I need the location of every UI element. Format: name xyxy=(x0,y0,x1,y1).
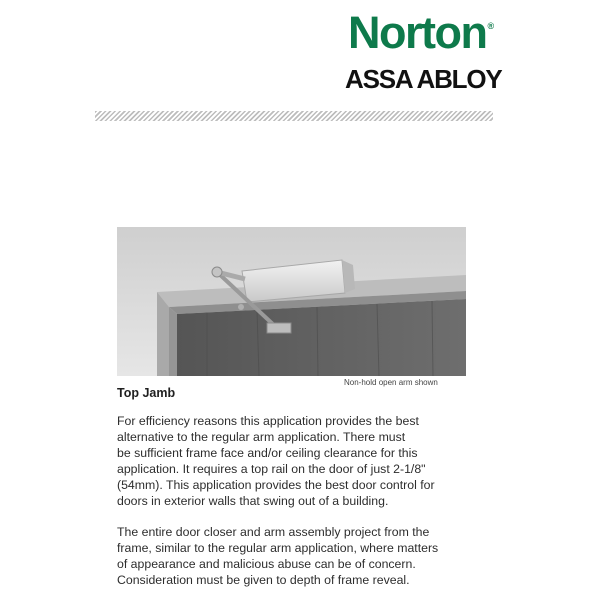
paragraph-line: Consideration must be given to depth of frame reveal. xyxy=(117,573,410,587)
paragraph-2 xyxy=(117,524,497,588)
door-closer-photo xyxy=(117,227,466,376)
paragraph-line: For efficiency reasons this application provides the best xyxy=(117,414,419,428)
paragraph-line: be sufficient frame face and/or ceiling clearance for this xyxy=(117,446,418,460)
paragraph-line: alternative to the regular arm application. There must xyxy=(117,430,406,444)
paragraph-line: The entire door closer and arm assembly project from the xyxy=(117,525,430,539)
paragraph-line: of appearance and malicious abuse can be of concern. xyxy=(117,557,416,571)
registered-mark: ® xyxy=(487,21,495,31)
brand-name: Norton xyxy=(348,7,487,58)
figure-caption: Non-hold open arm shown xyxy=(344,378,438,387)
norton-logo xyxy=(348,7,495,58)
paragraph-line: (54mm). This application provides the best door control for xyxy=(117,478,435,492)
paragraph-1 xyxy=(117,413,497,509)
section-heading: Top Jamb xyxy=(117,386,176,400)
paragraph-line: doors in exterior walls that swing out of a building. xyxy=(117,494,389,508)
assa-abloy-logo: ASSA ABLOY xyxy=(345,64,502,94)
hatched-divider xyxy=(95,111,493,121)
paragraph-line: frame, similar to the regular arm application, where matters xyxy=(117,541,439,555)
paragraph-line: application. It requires a top rail on the door of just 2-1/8" xyxy=(117,462,426,476)
